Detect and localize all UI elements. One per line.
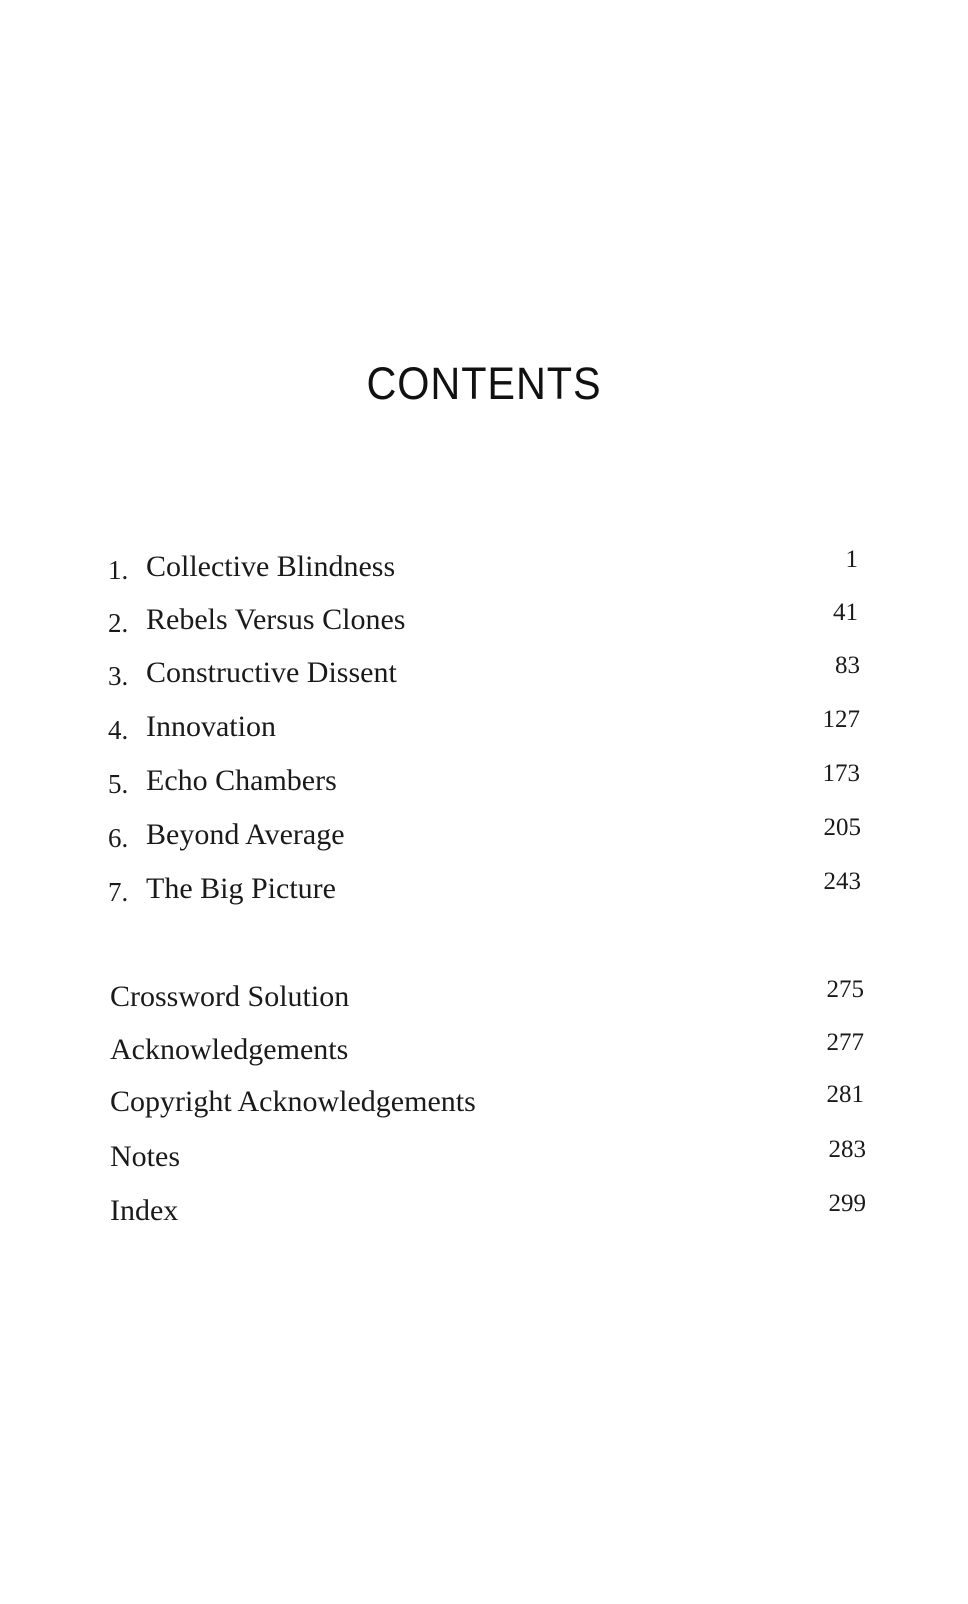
chapter-number: 3. bbox=[108, 661, 129, 691]
chapter-entry-2[interactable] bbox=[0, 599, 968, 643]
chapter-title: Innovation bbox=[146, 710, 276, 743]
page-number: 41 bbox=[833, 599, 858, 626]
back-matter-entry-crossword[interactable] bbox=[0, 976, 968, 1020]
page-number: 1 bbox=[845, 546, 858, 573]
page-number: 299 bbox=[828, 1190, 866, 1217]
back-matter-title: Notes bbox=[110, 1140, 180, 1173]
chapter-title: Collective Blindness bbox=[146, 550, 396, 583]
page-number: 127 bbox=[822, 706, 860, 733]
chapter-entry-4[interactable] bbox=[0, 706, 968, 750]
back-matter-entry-notes[interactable] bbox=[0, 1136, 968, 1180]
contents-heading: CONTENTS bbox=[366, 358, 602, 409]
back-matter-entry-acknowledgements[interactable] bbox=[0, 1029, 968, 1073]
chapter-title: Rebels Versus Clones bbox=[146, 603, 406, 636]
page-number: 275 bbox=[826, 976, 864, 1003]
chapter-entry-6[interactable] bbox=[0, 814, 968, 858]
back-matter-entry-copyright[interactable] bbox=[0, 1081, 968, 1125]
chapter-title: Constructive Dissent bbox=[146, 656, 397, 689]
page-number: 243 bbox=[823, 868, 861, 895]
chapter-entry-1[interactable] bbox=[0, 546, 968, 590]
chapter-entry-5[interactable] bbox=[0, 760, 968, 804]
chapter-number: 6. bbox=[108, 823, 129, 853]
chapter-entry-7[interactable] bbox=[0, 868, 968, 912]
page-number: 277 bbox=[826, 1029, 864, 1056]
back-matter-entry-index[interactable] bbox=[0, 1190, 968, 1234]
chapter-entry-3[interactable] bbox=[0, 652, 968, 696]
back-matter-title: Copyright Acknowledgements bbox=[110, 1085, 476, 1118]
back-matter-title: Acknowledgements bbox=[110, 1033, 349, 1066]
back-matter-title: Index bbox=[110, 1194, 179, 1227]
page-number: 281 bbox=[826, 1081, 864, 1108]
chapter-number: 2. bbox=[108, 608, 129, 638]
page-number: 205 bbox=[823, 814, 861, 841]
page-number: 83 bbox=[835, 652, 860, 679]
chapter-title: Echo Chambers bbox=[146, 764, 337, 797]
page-number: 283 bbox=[828, 1136, 866, 1163]
chapter-title: Beyond Average bbox=[146, 818, 345, 851]
back-matter-title: Crossword Solution bbox=[110, 980, 350, 1013]
chapter-number: 1. bbox=[108, 555, 129, 585]
chapter-number: 5. bbox=[108, 769, 129, 799]
page-number: 173 bbox=[822, 760, 860, 787]
chapter-title: The Big Picture bbox=[146, 872, 336, 905]
chapter-number: 7. bbox=[108, 877, 129, 907]
chapter-number: 4. bbox=[108, 715, 129, 745]
